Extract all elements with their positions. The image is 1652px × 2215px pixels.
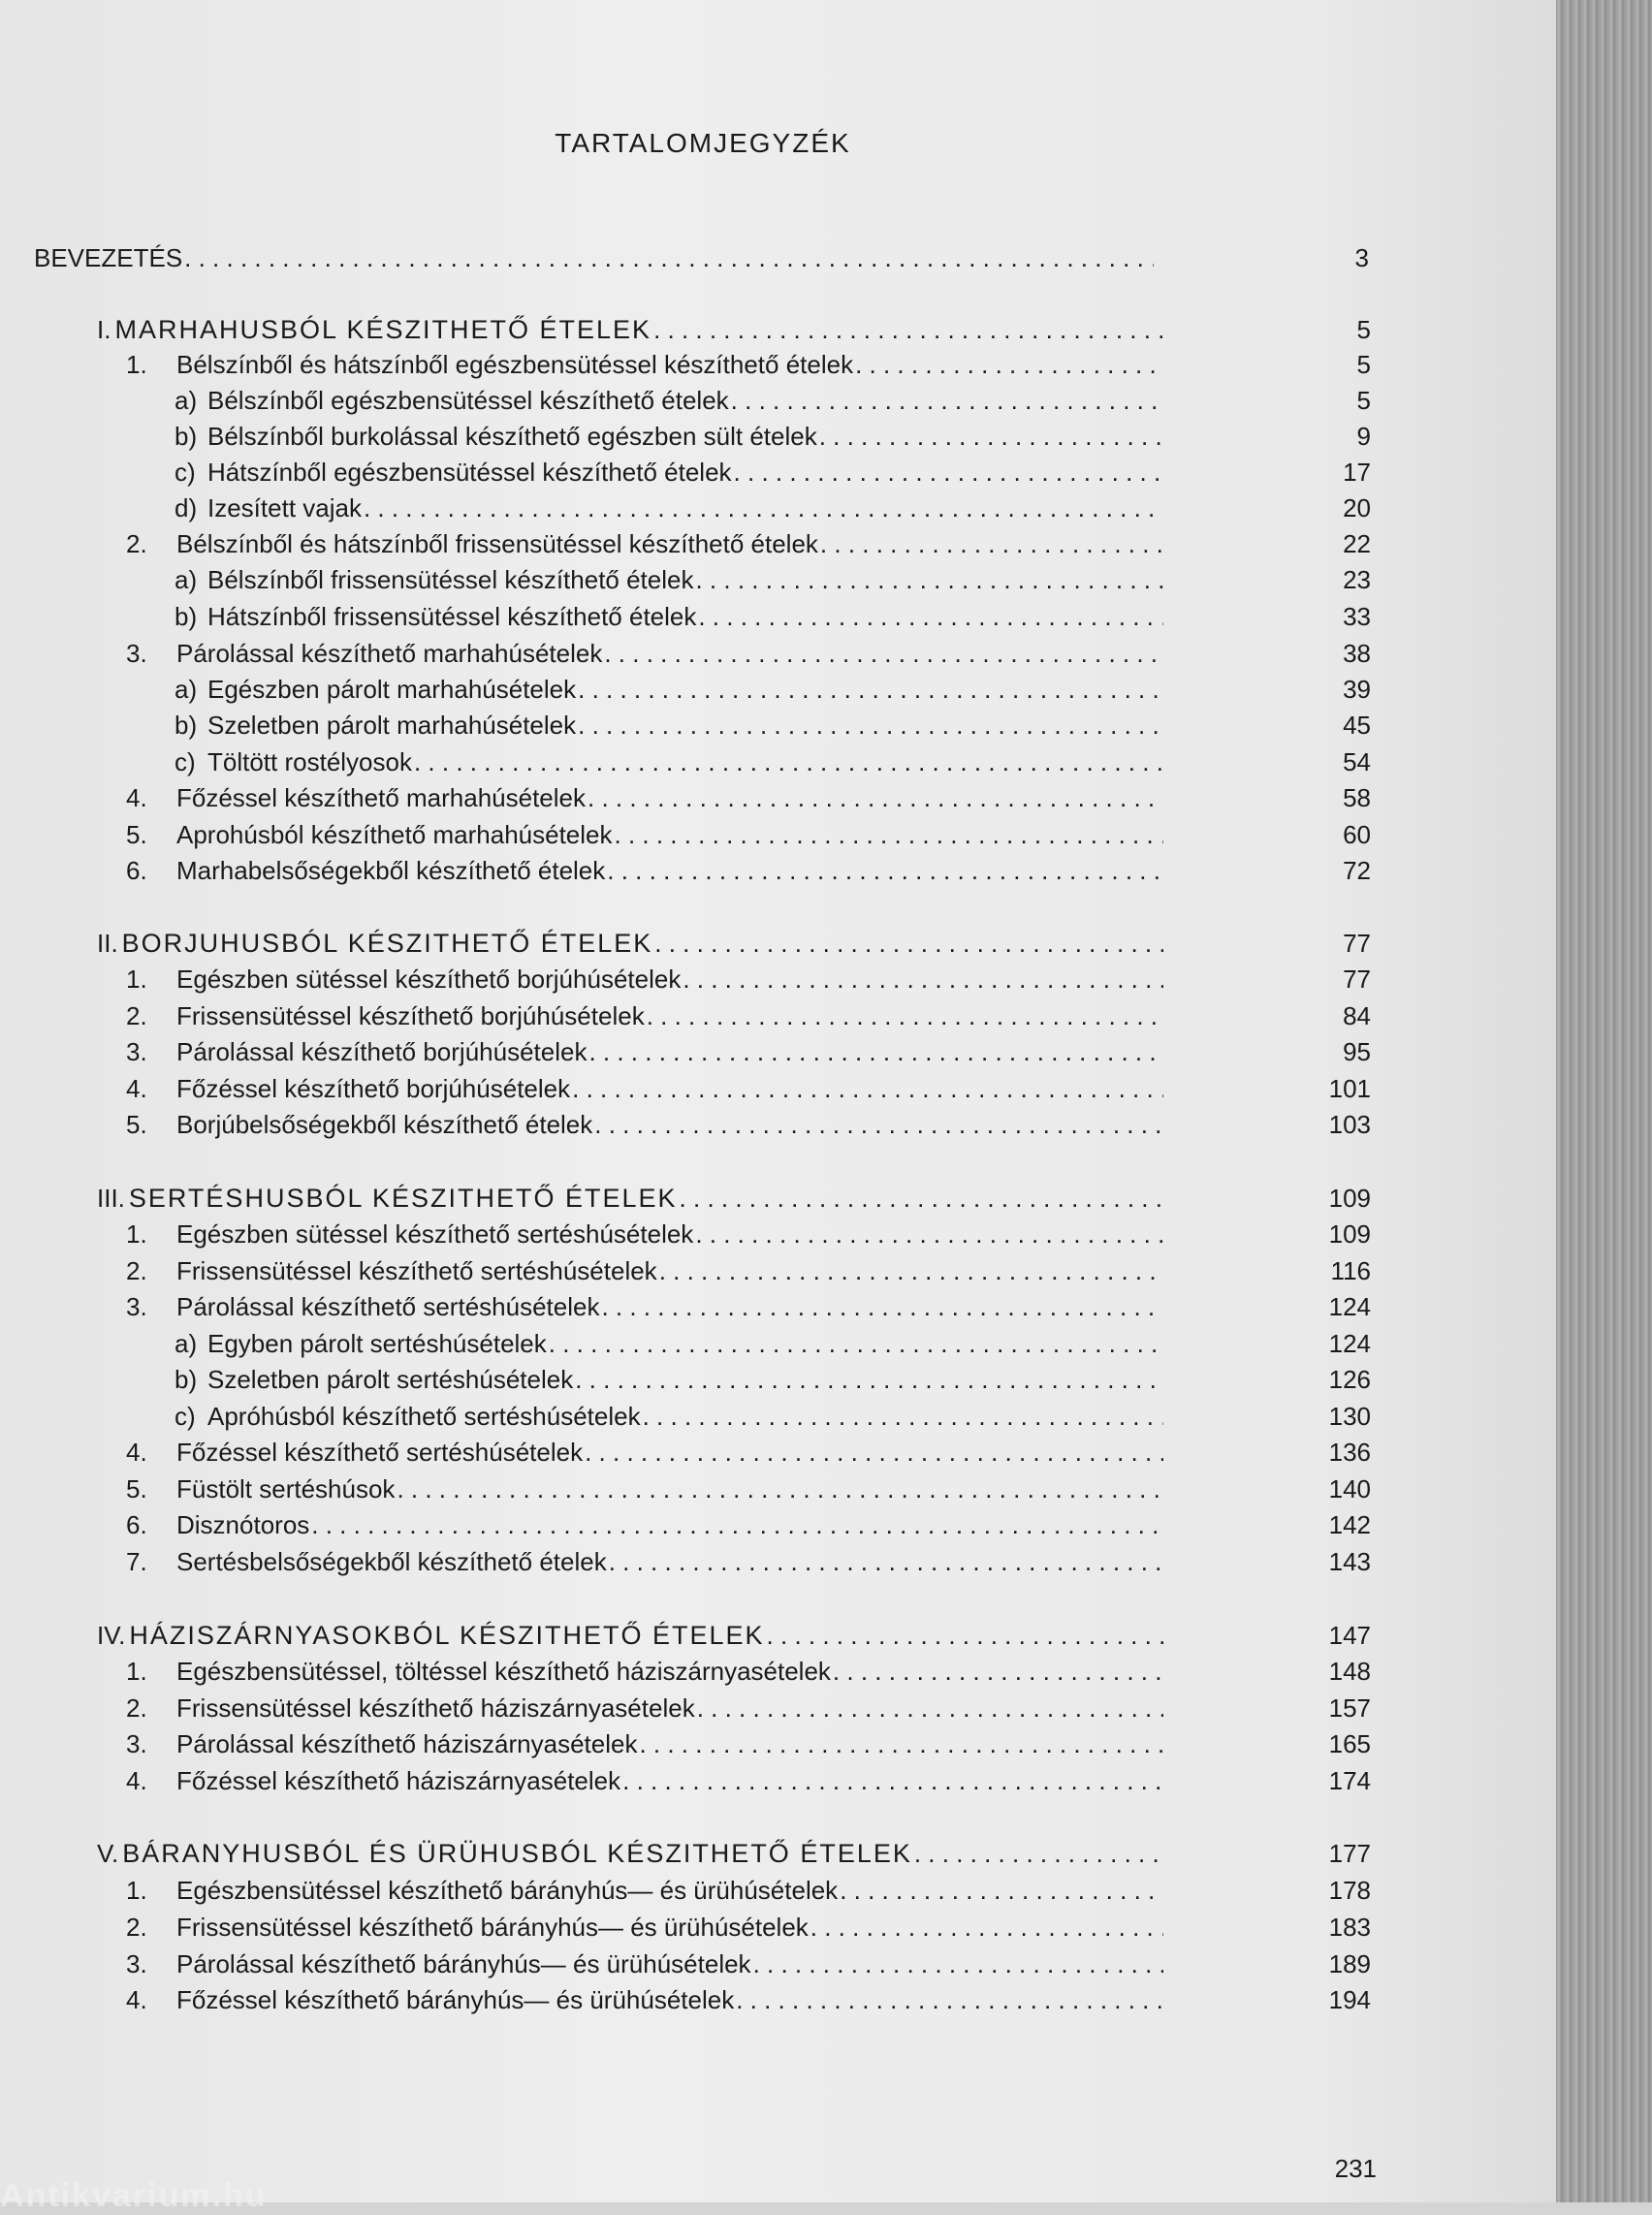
toc-entry (34, 240, 1154, 275)
toc-entry-page: 124 (1328, 1292, 1371, 1321)
toc-entry-page: 109 (1328, 1219, 1371, 1249)
toc-entry-page: 165 (1328, 1729, 1371, 1758)
toc-entry-number: b) (175, 1365, 198, 1394)
toc-entry (126, 853, 1163, 888)
dot-leader (643, 1399, 1163, 1434)
toc-entry-number: 6. (126, 1510, 147, 1539)
toc-entry-page: 84 (1343, 1001, 1371, 1030)
toc-entry-title: Egyben párolt sertéshúsételek (207, 1329, 547, 1358)
dot-leader (311, 1507, 1163, 1542)
toc-entry-title: Főzéssel készíthető borjúhúsételek (176, 1074, 571, 1103)
toc-entry (126, 1544, 1163, 1579)
toc-entry-number: 3. (126, 1949, 147, 1978)
toc-entry-page: 20 (1343, 493, 1371, 522)
dot-leader (578, 708, 1163, 743)
toc-entry-number: 2. (126, 1693, 147, 1723)
toc-entry (97, 1618, 1163, 1653)
toc-entry-title: Egészben sütéssel készíthető borjúhúsételek (176, 965, 682, 994)
toc-entry-title: BEVEZETÉS (34, 243, 183, 272)
toc-entry-page: 103 (1328, 1110, 1371, 1139)
toc-entry (126, 1435, 1163, 1470)
dot-leader (734, 455, 1163, 490)
toc-entry-page: 147 (1328, 1621, 1371, 1650)
toc-entry-number: d) (175, 493, 198, 522)
dot-leader (615, 817, 1164, 852)
toc-entry (126, 1726, 1163, 1761)
toc-entry-number: III. (97, 1184, 125, 1213)
toc-entry-title: Sertésbelsőségekből készíthető ételek (176, 1547, 607, 1576)
toc-entry-number: 7. (126, 1547, 147, 1576)
dot-leader (855, 347, 1163, 382)
toc-entry-number: V. (97, 1839, 119, 1868)
dot-leader (588, 1034, 1163, 1069)
dot-leader (767, 1618, 1163, 1653)
toc-entry-page: 17 (1343, 458, 1371, 487)
toc-entry-title: Párolással készíthető marhahúsételek (176, 639, 603, 668)
toc-entry-number: b) (175, 602, 198, 631)
toc-entry-title: Apróhúsból készíthető sertéshúsételek (207, 1402, 641, 1431)
dot-leader (639, 1726, 1163, 1761)
toc-entry-title: Főzéssel készíthető háziszárnyasételek (176, 1766, 621, 1795)
toc-entry-number: 5. (126, 1474, 147, 1503)
toc-entry-page: 58 (1343, 783, 1371, 812)
toc-entry-title: Hátszínből egészbensütéssel készíthető ételek (207, 458, 732, 487)
dot-leader (914, 1836, 1163, 1871)
dot-leader (604, 636, 1163, 671)
dot-leader (647, 998, 1163, 1033)
toc-entry (126, 1654, 1163, 1689)
dot-leader (578, 672, 1163, 707)
toc-entry-page: 95 (1343, 1037, 1371, 1066)
toc-entry (126, 1471, 1163, 1506)
toc-entry-page: 177 (1328, 1839, 1371, 1868)
toc-entry-page: 9 (1356, 422, 1371, 451)
toc-entry-page: 124 (1328, 1329, 1371, 1358)
page-number: 231 (1334, 2154, 1377, 2183)
toc-entry (126, 1910, 1163, 1945)
toc-entry-title: Füstölt sertéshúsok (176, 1474, 396, 1503)
toc-entry-title: Egészben sütéssel készíthető sertéshúsételek (176, 1219, 694, 1249)
toc-entry-title: Szeletben párolt sertéshúsételek (207, 1365, 574, 1394)
toc-entry-page: 5 (1356, 350, 1371, 379)
toc-entry-title: BÁRANYHUSBÓL ÉS ÜRÜHUSBÓL KÉSZITHETŐ ÉTELEK (122, 1839, 912, 1868)
toc-entry (175, 490, 1163, 525)
dot-leader (653, 312, 1163, 347)
toc-entry-page: 38 (1343, 639, 1371, 668)
dot-leader (840, 1873, 1163, 1908)
toc-entry-title: Párolással készíthető bárányhús— és ürühúsételek (176, 1949, 751, 1978)
toc-entry-page: 5 (1356, 315, 1371, 344)
toc-entry (126, 526, 1163, 561)
toc-entry-number: I. (97, 315, 111, 344)
toc-entry (126, 1107, 1163, 1142)
toc-entry-page: 77 (1343, 929, 1371, 958)
dot-leader (414, 744, 1163, 779)
toc-entry-number: 3. (126, 1037, 147, 1066)
toc-entry-number: 1. (126, 965, 147, 994)
toc-entry (126, 1946, 1163, 1981)
dot-leader (697, 1691, 1163, 1725)
toc-entry-number: 5. (126, 820, 147, 849)
toc-entry-page: 72 (1343, 856, 1371, 885)
dot-leader (184, 240, 1154, 275)
toc-entry-number: 1. (126, 1876, 147, 1905)
toc-entry (126, 1289, 1163, 1324)
toc-entry-page: 101 (1328, 1074, 1371, 1103)
toc-entry-page: 60 (1343, 820, 1371, 849)
toc-entry-page: 140 (1328, 1474, 1371, 1503)
toc-entry-title: Párolással készíthető borjúhúsételek (176, 1037, 588, 1066)
dot-leader (654, 926, 1163, 961)
toc-entry-page: 178 (1328, 1876, 1371, 1905)
dot-leader (833, 1654, 1163, 1689)
toc-entry (126, 1507, 1163, 1542)
toc-entry (126, 1982, 1163, 2017)
toc-entry-title: BORJUHUSBÓL KÉSZITHETŐ ÉTELEK (121, 929, 653, 958)
toc-entry (126, 1763, 1163, 1798)
toc-entry (97, 1836, 1163, 1871)
toc-entry-number: II. (97, 929, 118, 958)
toc-entry-page: 33 (1343, 602, 1371, 631)
toc-entry (97, 312, 1163, 347)
toc-entry (126, 1253, 1163, 1288)
toc-entry-title: Töltött rostélyosok (207, 747, 412, 776)
toc-entry-title: Főzéssel készíthető marhahúsételek (176, 783, 586, 812)
toc-entry (126, 1691, 1163, 1725)
toc-entry-page: 45 (1343, 711, 1371, 740)
toc-entry-number: a) (175, 565, 198, 594)
dot-leader (698, 599, 1163, 634)
toc-entry (175, 383, 1163, 418)
toc-entry (126, 1217, 1163, 1251)
toc-entry-page: 39 (1343, 675, 1371, 704)
toc-entry-number: a) (175, 1329, 198, 1358)
toc-entry-page: 54 (1343, 747, 1371, 776)
toc-entry (126, 1034, 1163, 1069)
toc-entry-number: a) (175, 675, 198, 704)
toc-entry-title: Bélszínből burkolással készíthető egészben sült ételek (207, 422, 817, 451)
toc-entry-page: 183 (1328, 1913, 1371, 1942)
toc-entry-page: 3 (1354, 243, 1369, 272)
toc-entry-title: Disznótoros (176, 1510, 310, 1539)
toc-entry-number: 4. (126, 1074, 147, 1103)
toc-entry-page: 174 (1328, 1766, 1371, 1795)
dot-leader (622, 1763, 1163, 1798)
toc-entry-number: 3. (126, 1292, 147, 1321)
toc-entry-title: Aprohúsból készíthető marhahúsételek (176, 820, 613, 849)
toc-entry-title: Frissensütéssel készíthető sertéshúsételek (176, 1256, 657, 1285)
toc-entry-title: Izesített vajak (207, 493, 362, 522)
toc-entry-number: c) (175, 458, 196, 487)
dot-leader (695, 1217, 1163, 1251)
dot-leader (819, 419, 1163, 454)
dot-leader (585, 1435, 1163, 1470)
toc-entry-title: Hátszínből frissensütéssel készíthető ételek (207, 602, 697, 631)
dot-leader (820, 526, 1163, 561)
toc-entry-number: 3. (126, 639, 147, 668)
toc-entry-title: Párolással készíthető sertéshúsételek (176, 1292, 600, 1321)
page-edge-stack (1556, 0, 1652, 2202)
toc-entry (175, 562, 1163, 597)
toc-entry (175, 1399, 1163, 1434)
toc-entry-number: 4. (126, 1985, 147, 2014)
toc-entry-page: 148 (1328, 1657, 1371, 1686)
toc-entry-title: SERTÉSHUSBÓL KÉSZITHETŐ ÉTELEK (128, 1184, 678, 1213)
dot-leader (607, 853, 1163, 888)
toc-entry-title: Bélszínből és hátszínből frissensütéssel készíthető ételek (176, 529, 818, 558)
toc-entry (97, 1181, 1163, 1216)
toc-entry-page: 23 (1343, 565, 1371, 594)
toc-entry-number: 4. (126, 1438, 147, 1467)
toc-entry-title: Frissensütéssel készíthető bárányhús— és ürühúsételek (176, 1913, 809, 1942)
toc-entry-page: 157 (1328, 1693, 1371, 1723)
toc-entry-number: 3. (126, 1729, 147, 1758)
toc-entry-page: 22 (1343, 529, 1371, 558)
toc-entry-number: a) (175, 386, 198, 415)
toc-entry-title: Főzéssel készíthető bárányhús— és ürühúsételek (176, 1985, 735, 2014)
toc-entry-title: HÁZISZÁRNYASOKBÓL KÉSZITHETŐ ÉTELEK (129, 1621, 765, 1650)
dot-leader (549, 1326, 1163, 1361)
dot-leader (594, 1107, 1163, 1142)
toc-entry (175, 419, 1163, 454)
page-title: TARTALOMJEGYZÉK (555, 128, 851, 158)
toc-entry-number: 1. (126, 1657, 147, 1686)
dot-leader (683, 962, 1163, 997)
toc-entry (175, 1362, 1163, 1397)
toc-entry-number: c) (175, 747, 196, 776)
toc-entry-number: 2. (126, 529, 147, 558)
toc-entry-number: 2. (126, 1913, 147, 1942)
toc-entry-number: 2. (126, 1001, 147, 1030)
toc-entry (126, 1873, 1163, 1908)
watermark: Antikvarium.hu (0, 2177, 268, 2214)
toc-entry-number: 5. (126, 1110, 147, 1139)
toc-entry-page: 5 (1356, 386, 1371, 415)
toc-entry-title: Bélszínből egészbensütéssel készíthető ételek (207, 386, 729, 415)
toc-entry-page: 136 (1328, 1438, 1371, 1467)
dot-leader (736, 1982, 1163, 2017)
dot-leader (397, 1471, 1163, 1506)
toc-entry-title: Egészbensütéssel, töltéssel készíthető háziszárnyasételek (176, 1657, 831, 1686)
dot-leader (753, 1946, 1163, 1981)
dot-leader (810, 1910, 1163, 1945)
toc-entry (175, 1326, 1163, 1361)
toc-entry-title: Egészbensütéssel készíthető bárányhús— és ürühúsételek (176, 1876, 839, 1905)
toc-entry (126, 636, 1163, 671)
toc-entry (175, 708, 1163, 743)
toc-entry (126, 780, 1163, 815)
toc-entry-number: 4. (126, 783, 147, 812)
toc-entry (97, 926, 1163, 961)
toc-entry (126, 347, 1163, 382)
dot-leader (572, 1071, 1163, 1106)
toc-entry-title: Bélszínből frissensütéssel készíthető ételek (207, 565, 694, 594)
toc-entry-page: 109 (1328, 1184, 1371, 1213)
toc-entry-title: Frissensütéssel készíthető borjúhúsételek (176, 1001, 645, 1030)
toc-entry-number: b) (175, 422, 198, 451)
dot-leader (680, 1181, 1163, 1216)
dot-leader (364, 490, 1163, 525)
toc-entry-title: MARHAHUSBÓL KÉSZITHETŐ ÉTELEK (114, 315, 652, 344)
toc-entry-page: 77 (1343, 965, 1371, 994)
toc-entry (126, 962, 1163, 997)
dot-leader (659, 1253, 1163, 1288)
toc-entry-page: 130 (1328, 1402, 1371, 1431)
toc-entry-number: 1. (126, 350, 147, 379)
toc-entry-number: 1. (126, 1219, 147, 1249)
toc-entry (126, 1071, 1163, 1106)
toc-entry-page: 143 (1328, 1547, 1371, 1576)
toc-entry-number: IV. (97, 1621, 126, 1650)
toc-entry-title: Marhabelsőségekből készíthető ételek (176, 856, 606, 885)
toc-entry-title: Egészben párolt marhahúsételek (207, 675, 577, 704)
toc-entry-number: 2. (126, 1256, 147, 1285)
dot-leader (731, 383, 1163, 418)
toc-entry (126, 817, 1163, 852)
dot-leader (695, 562, 1163, 597)
toc-entry-title: Bélszínből és hátszínből egészbensütéssel készíthető ételek (176, 350, 854, 379)
toc-entry-page: 126 (1328, 1365, 1371, 1394)
toc-entry-title: Párolással készíthető háziszárnyasételek (176, 1729, 638, 1758)
toc-entry-page: 189 (1328, 1949, 1371, 1978)
toc-entry-number: c) (175, 1402, 196, 1431)
toc-entry-number: b) (175, 711, 198, 740)
toc-entry-title: Frissensütéssel készíthető háziszárnyasételek (176, 1693, 695, 1723)
toc-entry (175, 672, 1163, 707)
toc-entry (126, 998, 1163, 1033)
dot-leader (575, 1362, 1163, 1397)
toc-entry (175, 744, 1163, 779)
toc-entry-title: Szeletben párolt marhahúsételek (207, 711, 577, 740)
dot-leader (588, 780, 1163, 815)
toc-entry-number: 4. (126, 1766, 147, 1795)
dot-leader (601, 1289, 1163, 1324)
toc-entry-title: Borjúbelsőségekből készíthető ételek (176, 1110, 593, 1139)
toc-entry-page: 194 (1328, 1985, 1371, 2014)
dot-leader (609, 1544, 1163, 1579)
toc-entry (175, 455, 1163, 490)
toc-entry-title: Főzéssel készíthető sertéshúsételek (176, 1438, 584, 1467)
toc-entry (175, 599, 1163, 634)
toc-entry-page: 142 (1328, 1510, 1371, 1539)
toc-entry-page: 116 (1330, 1256, 1371, 1285)
toc-entry-number: 6. (126, 856, 147, 885)
